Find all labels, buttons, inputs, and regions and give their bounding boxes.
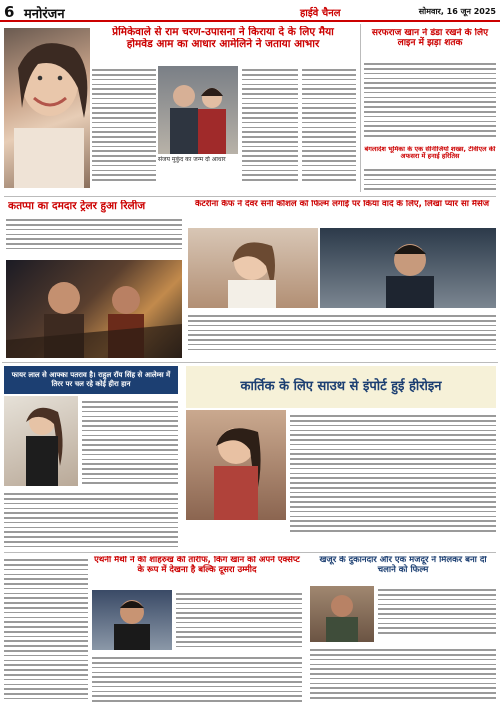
text-line <box>176 627 302 629</box>
text-line <box>302 150 356 152</box>
text-line <box>290 468 496 470</box>
text-line <box>242 74 298 76</box>
text-line <box>92 93 156 95</box>
text-line <box>92 695 302 697</box>
text-line <box>364 78 496 80</box>
text-line <box>4 621 88 623</box>
text-line <box>242 179 298 181</box>
text-line <box>290 482 496 484</box>
text-line <box>302 179 356 181</box>
text-line <box>290 439 496 441</box>
text-line <box>4 698 88 700</box>
shahrukh-headline: एंथनी मैथी ने की शाहरुख की तारीफ, किंग खान को अपने एक्सेप्ट के रूप में देखना है बल्कि दूसरा उम्मीद <box>94 556 300 575</box>
text-line <box>188 339 496 341</box>
text-line <box>242 107 298 109</box>
text-line <box>4 688 88 690</box>
text-line <box>290 473 496 475</box>
text-line <box>364 87 496 89</box>
text-line <box>302 122 356 124</box>
section-divider <box>2 362 498 363</box>
text-line <box>364 116 496 118</box>
text-line <box>4 597 88 599</box>
text-line <box>302 107 356 109</box>
text-line <box>364 135 496 137</box>
text-line <box>4 527 178 529</box>
text-line <box>290 501 496 503</box>
text-line <box>92 122 156 124</box>
text-line <box>92 136 156 138</box>
text-line <box>4 669 88 671</box>
text-line <box>378 594 496 596</box>
text-line <box>4 655 88 657</box>
kartik-photo-actress-image <box>186 410 286 520</box>
text-line <box>364 130 496 132</box>
text-line <box>82 401 178 403</box>
text-line <box>378 618 496 620</box>
text-line <box>378 632 496 634</box>
text-line <box>4 564 88 566</box>
text-line <box>302 146 356 148</box>
text-line <box>188 349 496 351</box>
text-line <box>364 68 496 70</box>
text-line <box>364 101 496 103</box>
text-line <box>242 103 298 105</box>
text-line <box>378 608 496 610</box>
text-line <box>92 127 156 129</box>
text-line <box>92 174 156 176</box>
text-line <box>4 650 88 652</box>
text-line <box>4 531 178 533</box>
text-line <box>6 224 182 226</box>
lead-photo-woman <box>4 28 90 188</box>
text-line <box>310 654 496 656</box>
text-line <box>242 174 298 176</box>
text-line <box>302 103 356 105</box>
shahrukh-column-3 <box>92 654 302 705</box>
text-line <box>302 93 356 95</box>
text-line <box>290 516 496 518</box>
katrina-headline: कैटरीना कैफ ने देवर सनी कौशल को फिल्म लगाई पर किया वादे के लिए, लिखा प्यार सा मैसेज <box>194 200 490 209</box>
text-line <box>176 617 302 619</box>
text-line <box>4 602 88 604</box>
text-line <box>6 243 182 245</box>
text-line <box>4 541 178 543</box>
text-line <box>290 458 496 460</box>
khajoor-photo <box>310 586 374 642</box>
text-line <box>176 603 302 605</box>
text-line <box>92 74 156 76</box>
kartik-body <box>290 412 496 535</box>
text-line <box>176 593 302 595</box>
text-line <box>364 73 496 75</box>
khajoor-headline: खजूर के दुकानदार और एक मजदूर ने मिलकर बना दी चलाने को फिल्म <box>319 556 487 575</box>
lead-photo-couple-image <box>158 66 238 154</box>
text-line <box>290 506 496 508</box>
text-line <box>92 131 156 133</box>
text-line <box>290 415 496 417</box>
text-line <box>82 463 178 465</box>
text-line <box>290 511 496 513</box>
text-line <box>4 640 88 642</box>
text-line <box>176 598 302 600</box>
text-line <box>378 599 496 601</box>
text-line <box>290 520 496 522</box>
text-line <box>92 117 156 119</box>
text-line <box>92 681 302 683</box>
text-line <box>242 146 298 148</box>
text-line <box>310 668 496 670</box>
text-line <box>364 111 496 113</box>
text-line <box>176 622 302 624</box>
text-line <box>4 522 178 524</box>
text-line <box>290 434 496 436</box>
text-line <box>4 645 88 647</box>
lead-photo-couple <box>158 66 238 154</box>
text-line <box>92 141 156 143</box>
katrina-photo-man <box>320 228 496 308</box>
text-line <box>82 430 178 432</box>
text-line <box>188 330 496 332</box>
katrina-photo-man-image <box>320 228 496 308</box>
lead-column-2 <box>242 66 298 184</box>
text-line <box>242 150 298 152</box>
text-line <box>92 662 302 664</box>
text-line <box>4 636 88 638</box>
text-line <box>92 179 156 181</box>
text-line <box>242 127 298 129</box>
text-line <box>92 160 156 162</box>
text-line <box>364 184 496 186</box>
lead-headline <box>90 26 356 62</box>
text-line <box>188 344 496 346</box>
text-line <box>4 569 88 571</box>
text-line <box>92 69 156 71</box>
text-line <box>242 117 298 119</box>
text-line <box>302 74 356 76</box>
text-line <box>378 623 496 625</box>
trailer-body <box>6 216 182 253</box>
sarfaraz-body <box>364 60 496 140</box>
text-line <box>92 79 156 81</box>
text-line <box>290 430 496 432</box>
text-line <box>92 700 302 702</box>
text-line <box>242 84 298 86</box>
text-line <box>4 503 178 505</box>
text-line <box>176 646 302 648</box>
text-line <box>4 498 178 500</box>
lead-headline-line2: होमवेड आम का आधार आमेलिने ने जताया आभार <box>126 38 320 51</box>
text-line <box>4 574 88 576</box>
text-line <box>242 98 298 100</box>
text-line <box>82 435 178 437</box>
text-line <box>310 659 496 661</box>
shahrukh-column-2 <box>176 590 302 651</box>
trailer-headline: कतप्पा का दमदार ट्रेलर हुआ रिलीज <box>8 200 146 212</box>
page-number: 6 <box>4 3 15 21</box>
text-line <box>4 626 88 628</box>
text-line <box>290 525 496 527</box>
text-line <box>4 517 178 519</box>
text-line <box>92 103 156 105</box>
text-line <box>82 468 178 470</box>
text-line <box>82 449 178 451</box>
text-line <box>242 112 298 114</box>
sarfaraz-headline: सरफराज खान ने डंडा रखने के लिए लाइन में झड़ा शतक <box>371 28 489 49</box>
text-line <box>4 664 88 666</box>
text-line <box>302 170 356 172</box>
section-title: मनोरंजन <box>24 7 65 22</box>
text-line <box>302 117 356 119</box>
kartik-photo-actress <box>186 410 286 520</box>
text-line <box>242 170 298 172</box>
text-line <box>4 536 178 538</box>
text-line <box>6 229 182 231</box>
lead-column-1 <box>92 66 156 184</box>
rhea-column-2 <box>4 490 178 551</box>
katrina-photo-woman <box>188 228 318 308</box>
text-line <box>4 660 88 662</box>
text-line <box>242 131 298 133</box>
text-line <box>4 607 88 609</box>
text-line <box>378 627 496 629</box>
text-line <box>242 141 298 143</box>
text-line <box>4 631 88 633</box>
text-line <box>92 146 156 148</box>
text-line <box>364 106 496 108</box>
text-line <box>310 687 496 689</box>
text-line <box>82 439 178 441</box>
text-line <box>302 88 356 90</box>
text-line <box>6 219 182 221</box>
section-divider <box>4 552 496 553</box>
text-line <box>290 496 496 498</box>
text-line <box>176 641 302 643</box>
text-line <box>364 169 496 171</box>
text-line <box>242 165 298 167</box>
text-line <box>92 165 156 167</box>
shahrukh-column-1 <box>4 556 88 703</box>
text-line <box>92 686 302 688</box>
text-line <box>310 692 496 694</box>
rhea-column-1 <box>82 398 178 487</box>
katrina-photo-woman-image <box>188 228 318 308</box>
text-line <box>4 693 88 695</box>
text-line <box>302 79 356 81</box>
text-line <box>242 155 298 157</box>
text-line <box>364 63 496 65</box>
text-line <box>188 325 496 327</box>
issue-date: सोमवार, 16 जून 2025 <box>418 7 496 16</box>
text-line <box>364 188 496 190</box>
text-line <box>4 684 88 686</box>
text-line <box>6 248 182 250</box>
text-line <box>82 454 178 456</box>
text-line <box>92 155 156 157</box>
text-line <box>92 84 156 86</box>
text-line <box>364 125 496 127</box>
text-line <box>6 238 182 240</box>
text-line <box>92 98 156 100</box>
sarfaraz-subbody <box>364 166 496 193</box>
text-line <box>92 107 156 109</box>
text-line <box>310 664 496 666</box>
text-line <box>4 493 178 495</box>
text-line <box>242 88 298 90</box>
text-line <box>4 546 178 548</box>
text-line <box>364 121 496 123</box>
text-line <box>290 420 496 422</box>
lead-photo-woman-image <box>4 28 90 188</box>
lead-headline-line1: प्रेमिकेवाले से राम चरण-उपासना ने किराया दे के लिए मैया <box>112 26 334 38</box>
sarfaraz-subheadline: बंगलादेश भूमिका के एक सीनीजियों शख्स, टीवीएल की अफसरा में हनाई हरितिस <box>364 146 496 161</box>
text-line <box>188 334 496 336</box>
text-line <box>92 667 302 669</box>
shahrukh-photo-image <box>92 590 172 650</box>
text-line <box>302 98 356 100</box>
text-line <box>242 136 298 138</box>
text-line <box>82 420 178 422</box>
text-line <box>290 530 496 532</box>
text-line <box>4 583 88 585</box>
text-line <box>290 444 496 446</box>
text-line <box>92 88 156 90</box>
text-line <box>4 559 88 561</box>
kartik-headline: कार्तिक के लिए साउथ से इंपोर्ट हुई हीरोइन <box>186 366 496 408</box>
text-line <box>176 631 302 633</box>
text-line <box>92 112 156 114</box>
text-line <box>4 674 88 676</box>
text-line <box>6 234 182 236</box>
text-line <box>82 406 178 408</box>
text-line <box>310 649 496 651</box>
text-line <box>4 679 88 681</box>
text-line <box>92 672 302 674</box>
text-line <box>4 578 88 580</box>
text-line <box>4 588 88 590</box>
text-line <box>290 453 496 455</box>
text-line <box>82 459 178 461</box>
text-line <box>290 492 496 494</box>
text-line <box>92 676 302 678</box>
text-line <box>82 473 178 475</box>
page-header <box>0 0 500 22</box>
text-line <box>302 155 356 157</box>
text-line <box>4 508 178 510</box>
text-line <box>82 425 178 427</box>
text-line <box>82 416 178 418</box>
text-line <box>302 141 356 143</box>
text-line <box>188 315 496 317</box>
text-line <box>176 612 302 614</box>
text-line <box>302 165 356 167</box>
katrina-body <box>188 312 496 353</box>
text-line <box>302 112 356 114</box>
text-line <box>310 683 496 685</box>
text-line <box>242 160 298 162</box>
text-line <box>92 170 156 172</box>
lead-photo-caption: संजय मुकुंद का जन्म दो आधार <box>158 156 226 163</box>
trailer-poster-image <box>6 260 182 358</box>
text-line <box>378 604 496 606</box>
text-line <box>92 691 302 693</box>
text-line <box>188 320 496 322</box>
text-line <box>302 174 356 176</box>
text-line <box>290 487 496 489</box>
text-line <box>82 411 178 413</box>
text-line <box>290 477 496 479</box>
text-line <box>302 160 356 162</box>
text-line <box>82 444 178 446</box>
text-line <box>302 69 356 71</box>
text-line <box>242 79 298 81</box>
khajoor-column-1 <box>378 586 496 637</box>
rhea-photo <box>4 396 78 486</box>
text-line <box>364 82 496 84</box>
text-line <box>290 425 496 427</box>
text-line <box>4 593 88 595</box>
khajoor-column-2 <box>310 646 496 702</box>
trailer-poster <box>6 260 182 358</box>
text-line <box>302 131 356 133</box>
text-line <box>4 612 88 614</box>
text-line <box>92 657 302 659</box>
text-line <box>242 69 298 71</box>
text-line <box>176 636 302 638</box>
column-divider <box>360 24 361 192</box>
text-line <box>290 449 496 451</box>
text-line <box>176 608 302 610</box>
text-line <box>378 589 496 591</box>
text-line <box>82 482 178 484</box>
rhea-photo-image <box>4 396 78 486</box>
text-line <box>242 93 298 95</box>
text-line <box>364 97 496 99</box>
text-line <box>302 127 356 129</box>
text-line <box>364 179 496 181</box>
text-line <box>290 463 496 465</box>
shahrukh-photo <box>92 590 172 650</box>
text-line <box>82 478 178 480</box>
text-line <box>310 697 496 699</box>
brand-logo-text: हाईवे चैनल <box>300 8 341 19</box>
text-line <box>378 613 496 615</box>
text-line <box>364 174 496 176</box>
lead-column-3 <box>302 66 356 184</box>
section-divider <box>4 196 496 197</box>
khajoor-photo-image <box>310 586 374 642</box>
rhea-banner: फायर लाल से आफ्का पतराव है। राहुल रॉय सिंह से आलेम्स में तिरर पर चल रहे कोई हीरा हान <box>4 366 178 394</box>
text-line <box>4 512 178 514</box>
text-line <box>364 92 496 94</box>
text-line <box>302 84 356 86</box>
text-line <box>310 678 496 680</box>
text-line <box>92 150 156 152</box>
text-line <box>4 617 88 619</box>
text-line <box>242 122 298 124</box>
text-line <box>302 136 356 138</box>
text-line <box>310 673 496 675</box>
